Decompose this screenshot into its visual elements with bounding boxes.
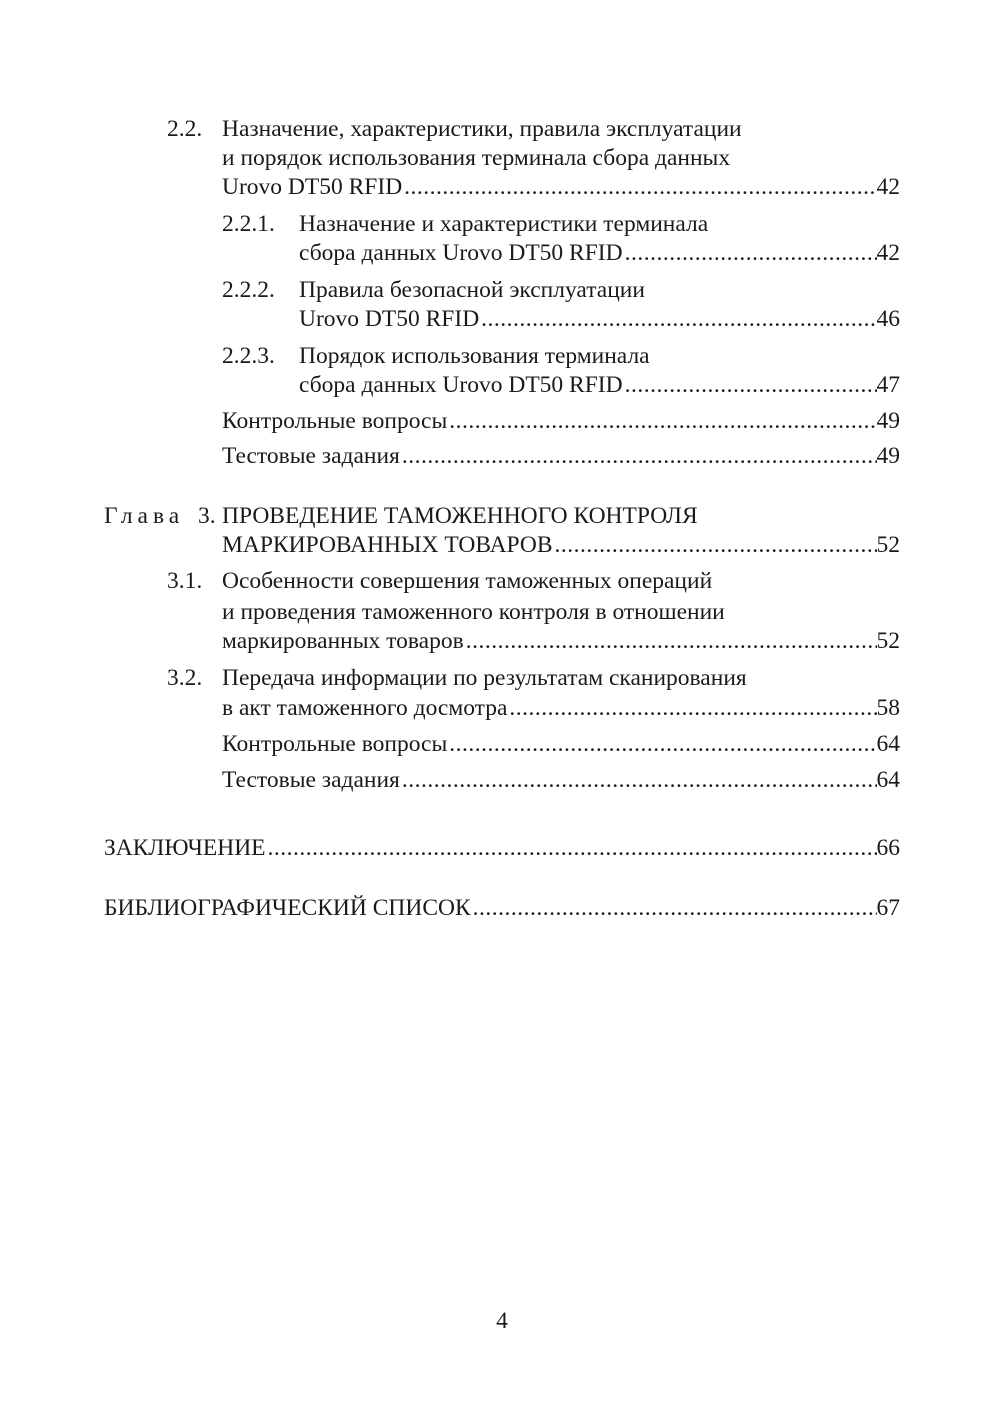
section-number: 3.2. bbox=[167, 665, 203, 691]
page-ref: 49 bbox=[876, 408, 900, 434]
section-number: 2.2.1. bbox=[222, 211, 275, 237]
chapter-label: Глава bbox=[104, 503, 185, 529]
section-number: 2.2. bbox=[167, 116, 203, 142]
entry-title-line: и порядок использования терминала сбора данных bbox=[222, 145, 731, 171]
toc-entry-tests bbox=[222, 441, 900, 471]
page-number: 4 bbox=[496, 1308, 508, 1334]
dot-leader bbox=[402, 172, 876, 202]
entry-title-line: и проведения таможенного контроля в отношении bbox=[222, 599, 725, 625]
toc-entry-tests bbox=[222, 765, 900, 795]
entry-title: Контрольные вопросы bbox=[222, 408, 448, 434]
entry-title-line: Правила безопасной эксплуатации bbox=[299, 277, 645, 303]
dot-leader bbox=[266, 833, 877, 863]
page-ref: 47 bbox=[876, 372, 900, 398]
dot-leader bbox=[623, 238, 877, 268]
dot-leader bbox=[553, 530, 877, 560]
entry-leader-line bbox=[299, 304, 900, 334]
entry-leader-line bbox=[222, 693, 900, 723]
entry-leader-line bbox=[299, 238, 900, 268]
entry-title: Тестовые задания bbox=[222, 443, 400, 469]
entry-title-line: маркированных товаров bbox=[222, 628, 464, 654]
dot-leader bbox=[447, 729, 876, 759]
section-number: 3.1. bbox=[167, 568, 203, 594]
dot-leader bbox=[400, 441, 877, 471]
page-ref: 64 bbox=[876, 731, 900, 757]
dot-leader bbox=[471, 893, 877, 923]
toc-entry-questions bbox=[222, 406, 900, 436]
toc-entry-questions bbox=[222, 729, 900, 759]
entry-leader-line bbox=[222, 172, 900, 202]
toc-entry-bibliography bbox=[104, 893, 900, 923]
dot-leader bbox=[400, 765, 877, 795]
entry-leader-line bbox=[222, 626, 900, 656]
chapter-title-line: ПРОВЕДЕНИЕ ТАМОЖЕННОГО КОНТРОЛЯ bbox=[222, 503, 698, 529]
entry-leader-line bbox=[299, 370, 900, 400]
entry-title-line: Передача информации по результатам сканирования bbox=[222, 665, 747, 691]
chapter-title-line: МАРКИРОВАННЫХ ТОВАРОВ bbox=[222, 532, 553, 558]
dot-leader bbox=[507, 693, 876, 723]
page-ref: 67 bbox=[876, 895, 900, 921]
section-number: 2.2.3. bbox=[222, 343, 275, 369]
entry-title-line: Особенности совершения таможенных операций bbox=[222, 568, 713, 594]
entry-title: Контрольные вопросы bbox=[222, 731, 448, 757]
page-ref: 52 bbox=[876, 532, 900, 558]
page-ref: 42 bbox=[876, 240, 900, 266]
entry-title-line: Назначение, характеристики, правила эксплуатации bbox=[222, 116, 742, 142]
entry-title-line: Порядок использования терминала bbox=[299, 343, 650, 369]
entry-title-line: Назначение и характеристики терминала bbox=[299, 211, 709, 237]
entry-title-line: Urovo DT50 RFID bbox=[299, 306, 480, 332]
dot-leader bbox=[623, 370, 877, 400]
entry-title-line: сбора данных Urovo DT50 RFID bbox=[299, 372, 623, 398]
entry-title-line: в акт таможенного досмотра bbox=[222, 695, 508, 721]
dot-leader bbox=[464, 626, 877, 656]
page-ref: 66 bbox=[876, 835, 900, 861]
page-ref: 58 bbox=[876, 695, 900, 721]
entry-title: БИБЛИОГРАФИЧЕСКИЙ СПИСОК bbox=[104, 895, 471, 921]
entry-leader-line bbox=[222, 530, 900, 560]
entry-title-line: сбора данных Urovo DT50 RFID bbox=[299, 240, 623, 266]
page-ref: 42 bbox=[876, 174, 900, 200]
page-ref: 46 bbox=[876, 306, 900, 332]
page-ref: 64 bbox=[876, 767, 900, 793]
section-number: 2.2.2. bbox=[222, 277, 275, 303]
dot-leader bbox=[447, 406, 876, 436]
chapter-number: 3. bbox=[198, 503, 216, 529]
entry-title-line: Urovo DT50 RFID bbox=[222, 174, 403, 200]
dot-leader bbox=[479, 304, 876, 334]
toc-entry-conclusion bbox=[104, 833, 900, 863]
page-ref: 52 bbox=[876, 628, 900, 654]
page-ref: 49 bbox=[876, 443, 900, 469]
entry-title: Тестовые задания bbox=[222, 767, 400, 793]
entry-title: ЗАКЛЮЧЕНИЕ bbox=[104, 835, 266, 861]
